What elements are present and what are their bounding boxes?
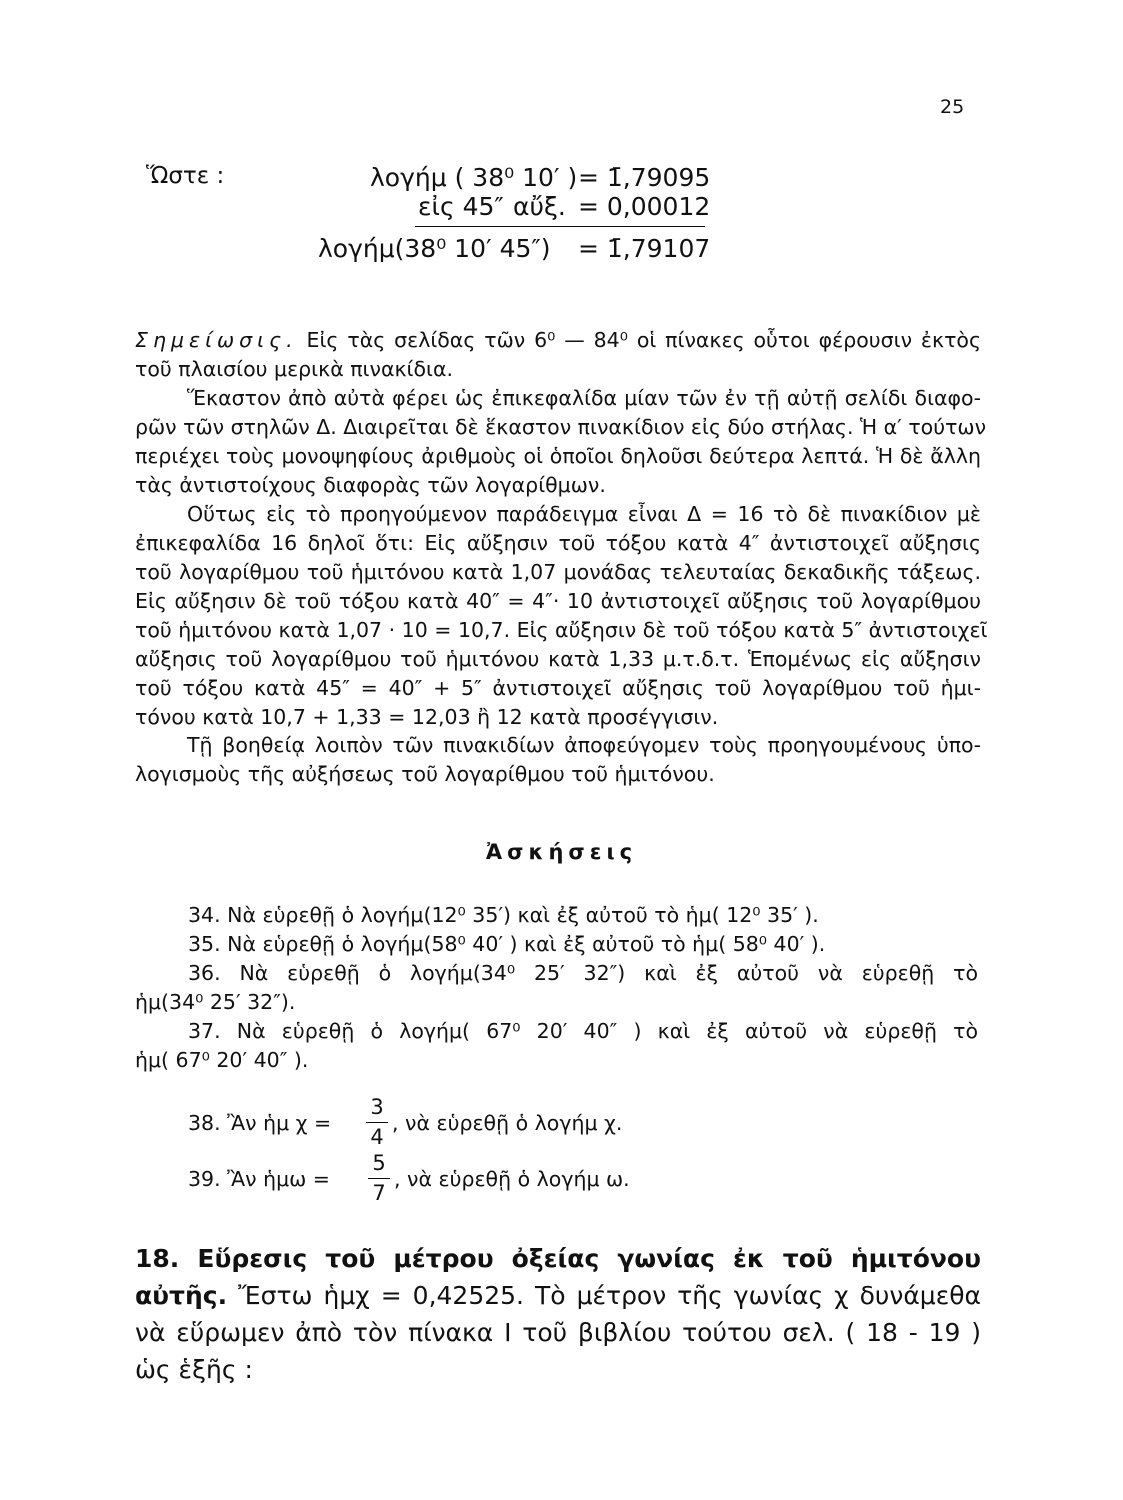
note-text: Εἰς τὰς σελίδας τῶν 6⁰ — 84⁰ οἱ πίνακες οὗτοι φέρουσιν ἐκτὸς	[297, 328, 981, 352]
section-line: νὰ εὕρωμεν ἀπὸ τὸν πίνακα Ι τοῦ βιβλίου τούτου σελ. ( 18 - 19 )	[135, 1318, 981, 1347]
note-line: Οὕτως εἰς τὸ προηγούμενον παράδειγμα εἶναι Δ = 16 τὸ δὲ πινακίδιον μὲ	[187, 502, 981, 526]
exercise-38-fraction-bar	[366, 1122, 388, 1123]
exercise-38-numerator: 3	[370, 1095, 384, 1119]
exercise-37: 37. Νὰ εὑρεθῇ ὁ λογήμ( 67⁰ 20′ 40″ ) καὶ ἐξ αὐτοῦ νὰ εὑρεθῇ τὸ	[188, 1019, 978, 1043]
note-paragraph-4	[135, 731, 981, 789]
note-line: τόνου κατὰ 10,7 + 1,33 = 12,03 ἢ 12 κατὰ προσέγγισιν.	[135, 705, 719, 729]
calc-line2-left: εἰς 45″	[418, 192, 504, 221]
note-line: ἐπικεφαλίδα 16 δηλοῖ ὅτι: Εἰς αὔξησιν τοῦ τόξου κατὰ 4″ ἀντιστοιχεῖ αὔξησις	[135, 531, 981, 555]
section-18	[135, 1240, 981, 1388]
exercise-38-denominator: 4	[370, 1125, 384, 1149]
calc-line2-mid: αὔξ.	[513, 192, 566, 221]
note-line: Εἰς αὔξησιν δὲ τοῦ τόξου κατὰ 40″ = 4″· 10 ἀντιστοιχεῖ αὔξησις τοῦ λογαρίθμου	[135, 589, 981, 613]
note-line: τοῦ λογαρίθμου τοῦ ἡμιτόνου κατὰ 1,07 μονάδας τελευταίας δεκαδικῆς τάξεως.	[135, 560, 981, 584]
section-text: Ἔστω ἡμχ = 0,42525. Τὸ μέτρον τῆς γωνίας χ δυνάμεθα	[227, 1281, 981, 1310]
note-line: ρῶν τῶν στηλῶν Δ. Διαιρεῖται δὲ ἕκαστον πινακίδιον εἰς δύο στήλας. Ἡ α′ τούτων	[135, 415, 987, 439]
note-label: Σημείωσις.	[135, 328, 298, 352]
exercise-39-numerator: 5	[372, 1151, 386, 1175]
note-line: τοῦ τόξου κατὰ 45″ = 40″ + 5″ ἀντιστοιχεῖ αὔξησις τοῦ λογαρίθμου τοῦ ἡμι-	[135, 676, 981, 700]
section-line	[135, 1277, 981, 1314]
calc-result-left: λογήμ(38⁰ 10′ 45″)	[318, 234, 551, 263]
note-line: τοῦ ἡμιτόνου κατὰ 1,07 · 10 = 10,7. Εἰς αὔξησιν δὲ τοῦ τόξου κατὰ 5″ ἀντιστοιχεῖ	[135, 618, 988, 642]
exercise-38-post: , νὰ εὑρεθῇ ὁ λογήμ χ.	[392, 1111, 623, 1135]
exercise-39-denominator: 7	[372, 1181, 386, 1205]
exercise-34: 34. Νὰ εὑρεθῇ ὁ λογήμ(12⁰ 35′) καὶ ἐξ αὐτοῦ τὸ ἡμ( 12⁰ 35′ ).	[188, 903, 819, 927]
note-line: τοῦ πλαισίου μερικὰ πινακίδια.	[135, 357, 453, 381]
note-line: περιέχει τοὺς μονοψηφίους ἀριθμοὺς οἱ ὁποῖοι δηλοῦσι δεύτερα λεπτά. Ἡ δὲ ἄλλη	[135, 444, 981, 468]
note-line: τὰς ἀντιστοίχους διαφορὰς τῶν λογαρίθμων.	[135, 473, 606, 497]
exercise-39-fraction-bar	[368, 1178, 390, 1179]
note-line	[135, 326, 981, 355]
page-number: 25	[940, 96, 965, 118]
exercise-36: 36. Νὰ εὑρεθῇ ὁ λογήμ(34⁰ 25′ 32″) καὶ ἐξ αὐτοῦ νὰ εὑρεθῇ τὸ	[188, 961, 978, 985]
exercise-37-cont: ἡμ( 67⁰ 20′ 40″ ).	[135, 1048, 309, 1072]
exercise-35: 35. Νὰ εὑρεθῇ ὁ λογήμ(58⁰ 40′ ) καὶ ἐξ αὐτοῦ τὸ ἡμ( 58⁰ 40′ ).	[188, 932, 826, 956]
calc-line2-right: = 0,00012	[578, 192, 711, 221]
note-line: Ἕκαστον ἀπὸ αὐτὰ φέρει ὡς ἐπικεφαλίδα μίαν τῶν ἐν τῇ αὐτῇ σελίδι διαφο-	[187, 386, 981, 410]
section-title-line: 18. Εὕρεσις τοῦ μέτρου ὀξείας γωνίας ἐκ τοῦ ἡμιτόνου	[135, 1244, 981, 1273]
section-title-end: αὐτῆς.	[135, 1281, 228, 1310]
exercises-heading: Ἀσκήσεις	[485, 840, 638, 864]
note-paragraph-3	[135, 500, 988, 732]
exercise-39-post: , νὰ εὑρεθῇ ὁ λογήμ ω.	[394, 1167, 630, 1191]
section-line: ὡς ἑξῆς :	[135, 1355, 253, 1384]
calculation-label: Ὥστε :	[146, 163, 225, 189]
note-paragraph-2	[135, 384, 987, 500]
calc-line1-right: = 1̄,79095	[578, 163, 711, 192]
calc-sum-rule	[415, 226, 705, 227]
exercise-36-cont: ἡμ(34⁰ 25′ 32″).	[135, 990, 296, 1014]
calc-line1-left: λογήμ ( 38⁰ 10′ )	[370, 163, 578, 192]
calc-result-right: = 1̄,79107	[578, 234, 711, 263]
exercise-38-pre: 38. Ἂν ἡμ χ =	[188, 1111, 332, 1135]
note-paragraph-1	[135, 326, 981, 384]
note-line: Τῇ βοηθείᾳ λοιπὸν τῶν πινακιδίων ἀποφεύγομεν τοὺς προηγουμένους ὑπο-	[187, 733, 981, 757]
note-line: αὔξησις τοῦ λογαρίθμου τοῦ ἡμιτόνου κατὰ 1,33 μ.τ.δ.τ. Ἑπομένως εἰς αὔξησιν	[135, 647, 981, 671]
exercise-39-pre: 39. Ἂν ἡμω =	[188, 1167, 330, 1191]
note-line: λογισμοὺς τῆς αὐξήσεως τοῦ λογαρίθμου τοῦ ἡμιτόνου.	[135, 762, 715, 786]
